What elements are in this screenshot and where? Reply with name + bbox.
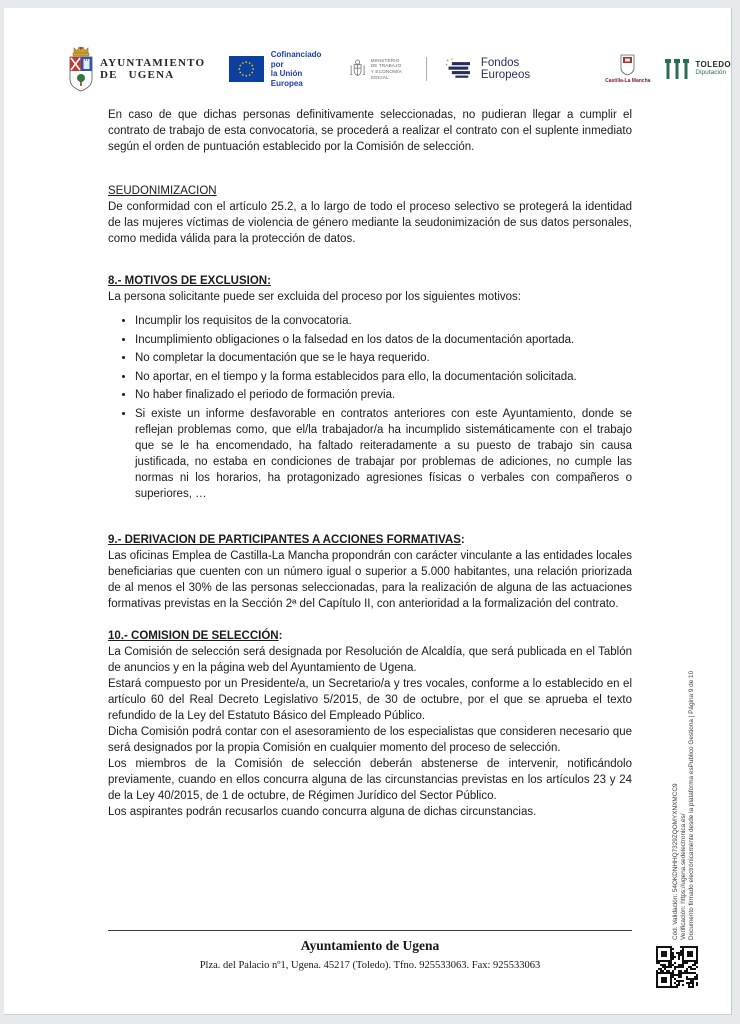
document-page [4, 8, 732, 1015]
eu-text-line2: la Unión Europea [270, 69, 303, 88]
eu-cofunding-text [271, 50, 328, 88]
fondos-europeos-label: Fondos Europeos [480, 57, 531, 81]
intro-paragraph: En caso de que dichas personas definitivamente seleccionadas, no pudieran llegar a cumplir el contrato de trabajo de esta convocatoria, se procederá a realizar el contrato con el suplente inmediato según el orden de puntuación establecido por la Comisión de selección. [108, 109, 632, 153]
toledo-arches-icon [664, 56, 690, 82]
exclusion-item: • Incumplir los requisitos de la convocatoria. [135, 313, 632, 329]
heading-motivos-exclusion: 8.- MOTIVOS DE EXCLUSION: [108, 275, 271, 287]
exclusion-item: • No haber finalizado el periodo de formación previa. [135, 387, 632, 403]
ministerio-trabajo-logo [349, 57, 427, 81]
fondos-flag-icon [445, 56, 473, 82]
comision-paragraph: Los aspirantes podrán recusarlos cuando concurra alguna de dichas circunstancias. [108, 805, 537, 818]
toledo-name: TOLEDO [695, 60, 731, 69]
spain-coat-of-arms-icon [349, 57, 366, 81]
footer-address: Plza. del Palacio nº1, Ugena. 45217 (Toledo). Tfno. 925533063. Fax: 925533063 [199, 960, 541, 971]
toledo-diputacion-logo [664, 56, 731, 82]
ministerio-line3: Y ECONOMÍA SOCIAL [370, 69, 402, 80]
ugena-crest-icon [66, 45, 96, 93]
ugena-municipality-logo [66, 45, 205, 93]
derivacion-paragraph: Las oficinas Emplea de Castilla-La Mancha propondrán con carácter vinculante a las entidades locales beneficiarias que cuenten con un número igual o superior a 5.000 habitantes, una relación priorizada de al menos el 30% de las personas seleccionadas, para la realización de alguna de las actuaciones formativas previstas en la Sección 2ª del Capítulo II, con anterioridad a la formalización del contrato. [108, 549, 632, 610]
header-logos [66, 42, 731, 96]
comision-paragraph: Dicha Comisión podrá contar con el asesoramiento de los especialistas que consideren necesario que será designados por la propia Comisión en cualquier momento del proceso de selección. [108, 725, 632, 754]
validation-code: Cód. Validación: 54OKDNHHQ7329ZQOMYXNXMCC9 [672, 783, 679, 940]
motivos-intro-paragraph: La persona solicitante puede ser excluida del proceso por los siguientes motivos: [108, 291, 521, 303]
toledo-subtitle: Diputación [695, 69, 727, 76]
comision-paragraph: La Comisión de selección será designada por Resolución de Alcaldía, que será publicada en el Tablón de anuncios y en la página web del Ayuntamiento de Ugena. [108, 645, 632, 674]
eu-flag-icon [229, 56, 263, 82]
exclusion-item: • Incumplimiento obligaciones o la falsedad en los datos de la documentación aportada. [135, 332, 632, 348]
exclusion-item: • No aportar, en el tiempo y la forma establecidos para ello, la documentación solicitada. [135, 369, 632, 385]
castilla-la-mancha-logo [605, 54, 650, 84]
heading-derivacion: 9.- DERIVACION DE PARTICIPANTES A ACCIONES FORMATIVAS: [108, 533, 465, 546]
ministerio-line1: MINISTERIO [370, 57, 400, 63]
page-footer [108, 930, 632, 971]
exclusion-bullet-list [108, 313, 632, 502]
fondos-europeos-logo [445, 56, 559, 82]
clm-label: Castilla-La Mancha [605, 78, 651, 84]
heading-comision-seleccion: 10.- COMISION DE SELECCIÓN: [108, 629, 283, 642]
ugena-name-line2: DE UGENA [100, 69, 175, 81]
document-body [108, 107, 632, 820]
seudonimizacion-paragraph: De conformidad con el artículo 25.2, a lo largo de todo el proceso selectivo se protegerá la identidad de las mujeres víctimas de violencia de género mediante la seudonimización de sus datos personales, como medida válida para la protección de datos. [108, 201, 632, 245]
toledo-text [695, 61, 731, 77]
ministerio-text [371, 58, 415, 80]
heading-seudonimizacion: SEUDONIMIZACION [108, 185, 217, 197]
ugena-logo-text [100, 57, 205, 81]
comision-paragraph: Los miembros de la Comisión de selección deberán abstenerse de intervenir, notificándolo previamente, cuando en ellos concurra alguna de las circunstancias previstas en los artículos 23 y 24 de la Ley 40/2015, de 1 de octubre, de Régimen Jurídico del Sector Público. [108, 757, 632, 802]
footer-title: Ayuntamiento de Ugena [300, 938, 440, 953]
ministerio-line2: DE TRABAJO [370, 63, 402, 69]
clm-shield-icon [620, 54, 635, 76]
ugena-name-line1: AYUNTAMIENTO [100, 57, 206, 69]
qr-code [656, 946, 698, 988]
comision-paragraph: Estará compuesto por un Presidente/a, un Secretario/a y tres vocales, conforme a lo establecido en el artículo 60 del Real Decreto Legislativo 5/2015, de 30 de octubre, por el que se aprueba el texto refundido de la Ley del Estatuto Básico del Empleado Público. [108, 677, 632, 722]
signature-note-and-page-number: Documento firmado electrónicamente desde la plataforma esPublico Gestiona | Página 9 de 10 [688, 670, 695, 940]
eu-text-line1: Cofinanciado por [270, 50, 322, 69]
eu-cofunding-logo [229, 50, 327, 88]
footer-divider [108, 930, 632, 931]
validation-sidebar [672, 624, 696, 940]
verification-url: Verificación: https://ugena.sedelectronica.es/ [680, 813, 687, 940]
exclusion-item: • No completar la documentación que se le haya requerido. [135, 350, 632, 366]
exclusion-item: • Si existe un informe desfavorable en contratos anteriores con este Ayuntamiento, donde se reflejan problemas como, que el/la trabajador/a ha incumplido sistemáticamente con el trabajo que se le ha encomendado, ha faltado reiteradamente a su puesto de trabajo sin causa justificada, no estaba en condiciones de trabajar por problemas de adiciones, no cumple las normas ni los horarios, ha protagonizado agresiones físicas o verbales con compañeros o superiores, … [135, 406, 632, 502]
